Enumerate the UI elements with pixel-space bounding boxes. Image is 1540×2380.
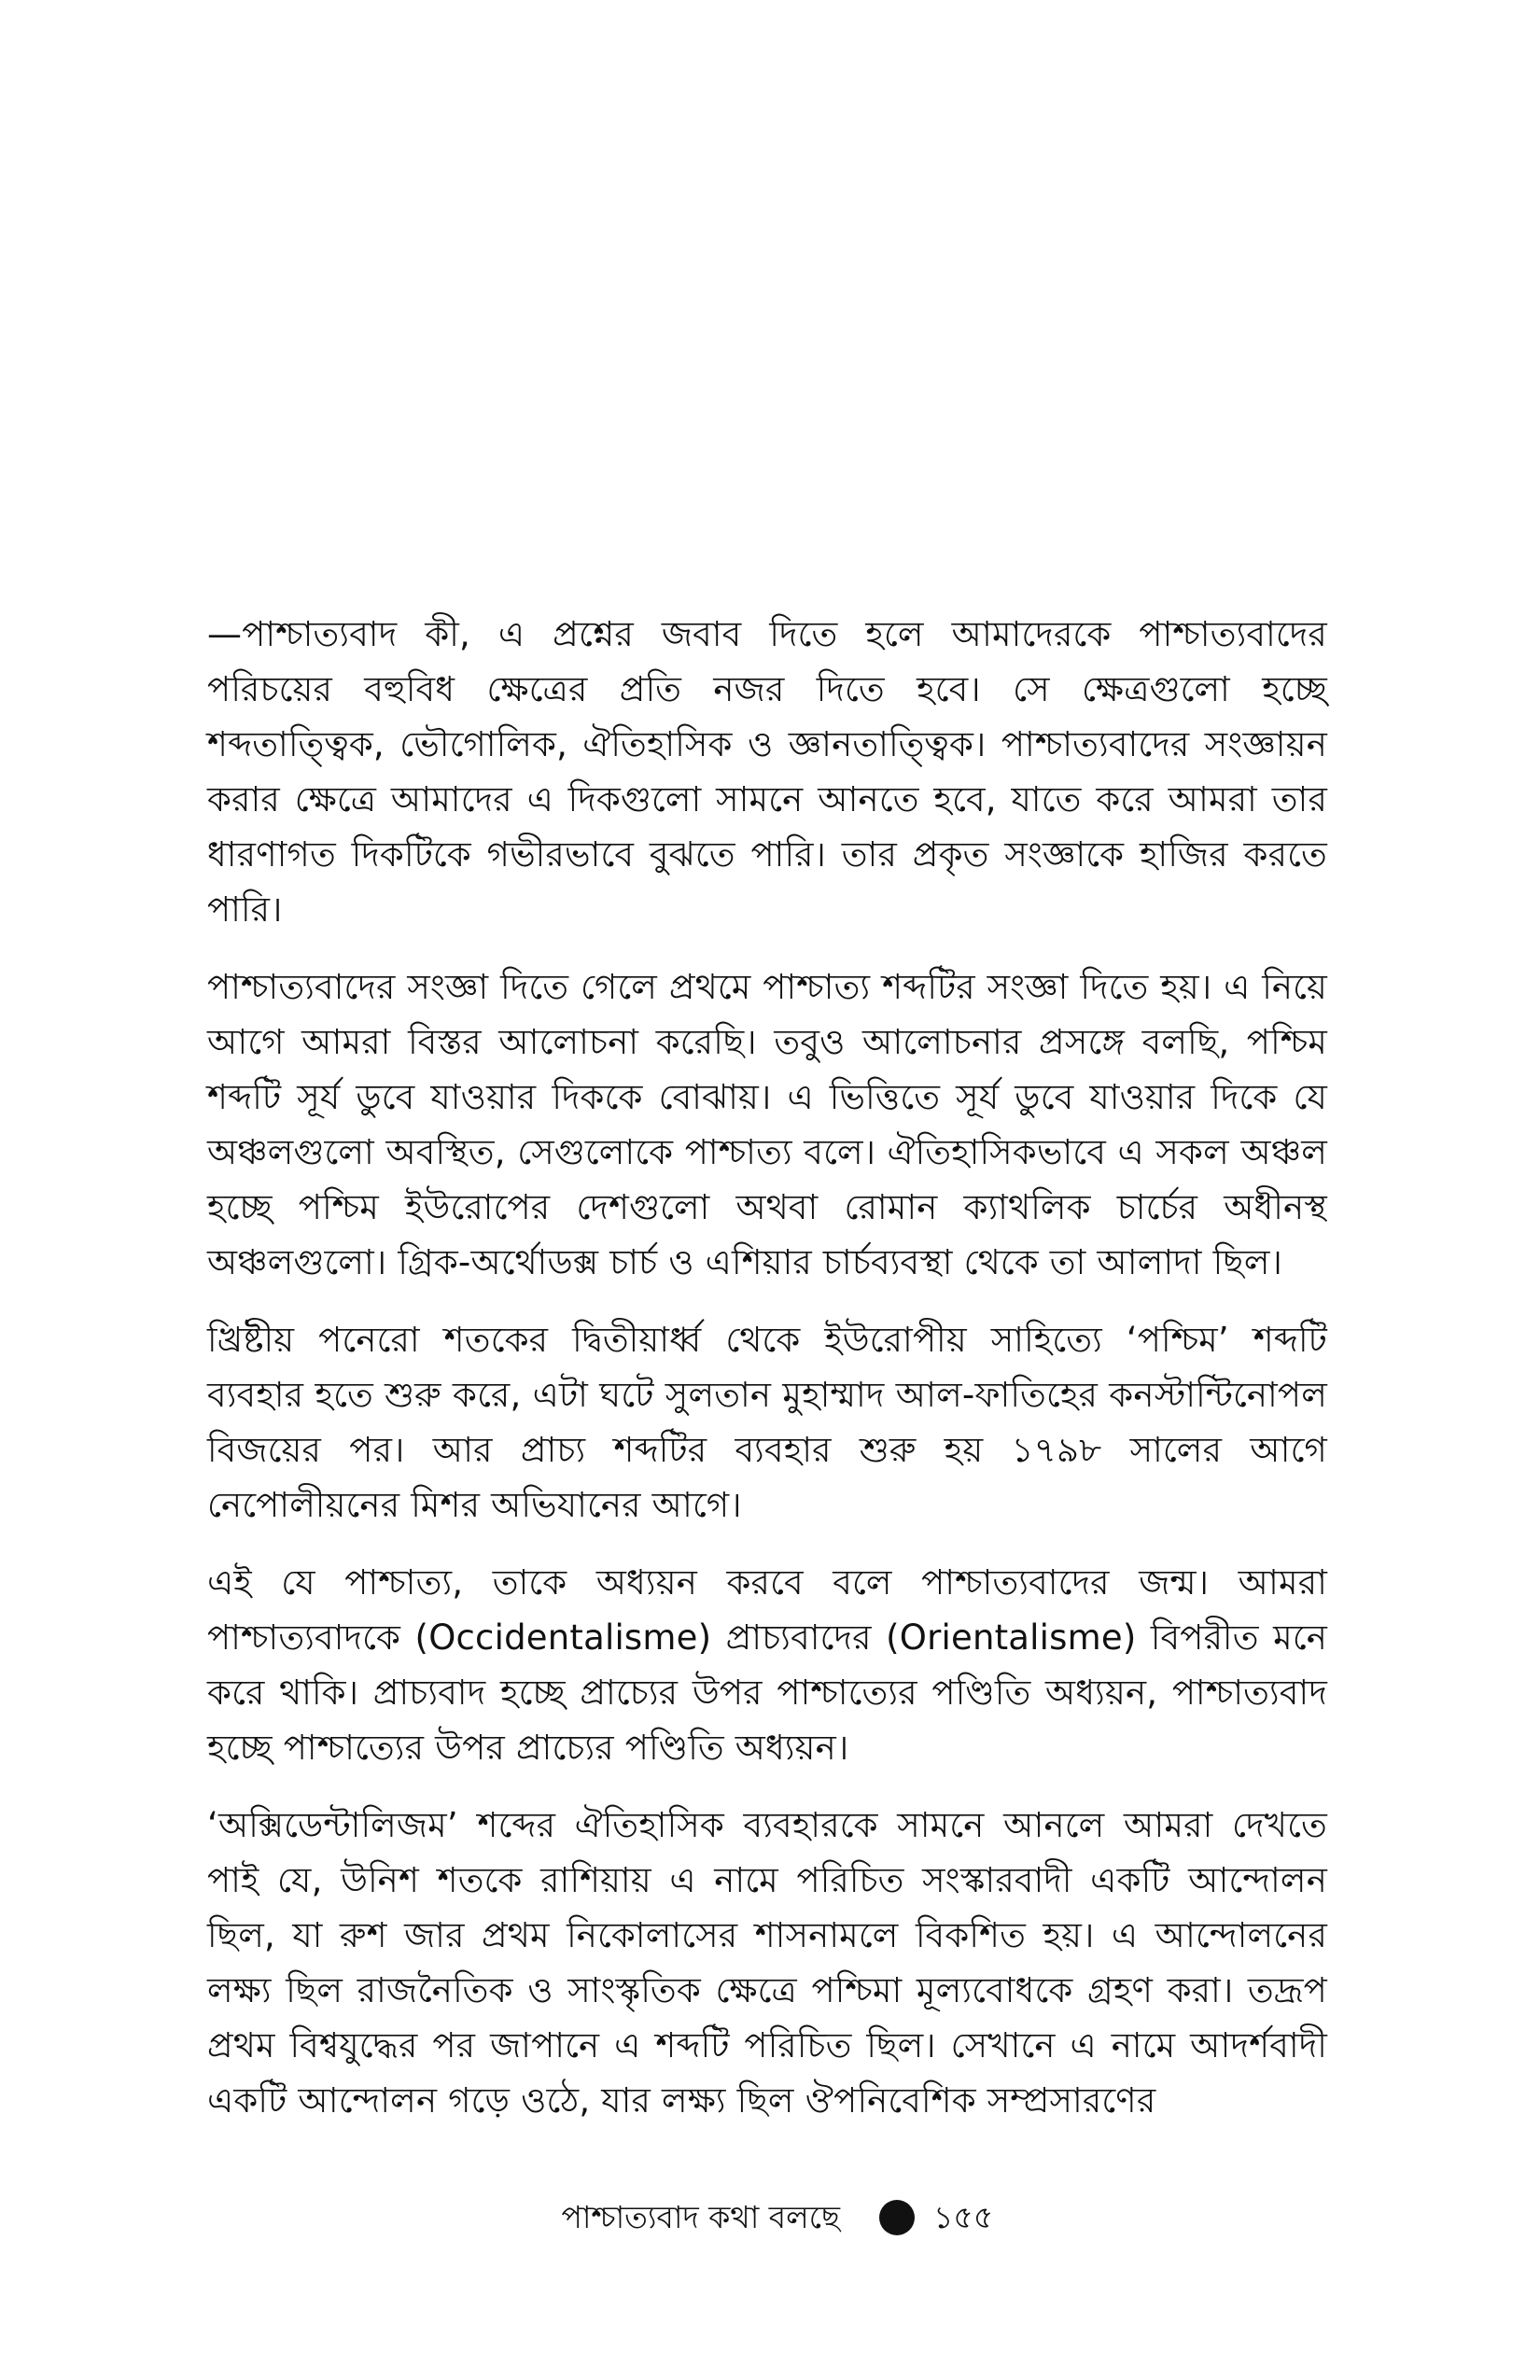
body-text (207, 607, 1327, 2150)
page-footer (0, 2190, 1540, 2246)
bullet-separator-icon (879, 2200, 915, 2235)
running-footer-title: পাশ্চাত্যবাদ কথা বলছে (561, 2199, 840, 2235)
paragraph: ‘অক্সিডেন্টালিজম’ শব্দের ঐতিহাসিক ব্যবহারকে সামনে আনলে আমরা দেখতে পাই যে, উনিশ শতকে রাশিয়ায় এ নামে পরিচিত সংস্কারবাদী একটি আন্দোলন ছিল, যা রুশ জার প্রথম নিকোলাসের শাসনামলে বিকশিত হয়। এ আন্দোলনের লক্ষ্য ছিল রাজনৈতিক ও সাংস্কৃতিক ক্ষেত্রে পশ্চিমা মূল্যবোধকে গ্রহণ করা। তদ্রূপ প্রথম বিশ্বযুদ্ধের পর জাপানে এ শব্দটি পরিচিত ছিল। সেখানে এ নামে আদর্শবাদী একটি আন্দোলন গড়ে ওঠে, যার লক্ষ্য ছিল ঔপনিবেশিক সম্প্রসারণের (207, 1805, 1327, 2121)
paragraph: পাশ্চাত্যবাদের সংজ্ঞা দিতে গেলে প্রথমে পাশ্চাত্য শব্দটির সংজ্ঞা দিতে হয়। এ নিয়ে আগে আমরা বিস্তর আলোচনা করেছি। তবুও আলোচনার প্রসঙ্গে বলছি, পশ্চিম শব্দটি সূর্য ডুবে যাওয়ার দিককে বোঝায়। এ ভিত্তিতে সূর্য ডুবে যাওয়ার দিকে যে অঞ্চলগুলো অবস্থিত, সেগুলোকে পাশ্চাত্য বলে। ঐতিহাসিকভাবে এ সকল অঞ্চল হচ্ছে পশ্চিম ইউরোপের দেশগুলো অথবা রোমান ক্যাথলিক চার্চের অধীনস্থ অঞ্চলগুলো। গ্রিক-অর্থোডক্স চার্চ ও এশিয়ার চার্চব্যবস্থা থেকে তা আলাদা ছিল। (207, 967, 1327, 1282)
page-number: ১৫৫ (933, 2199, 994, 2235)
paragraph: —পাশ্চাত্যবাদ কী, এ প্রশ্নের জবাব দিতে হলে আমাদেরকে পাশ্চাত্যবাদের পরিচয়ের বহুবিধ ক্ষেত্রের প্রতি নজর দিতে হবে। সে ক্ষেত্রগুলো হচ্ছে শব্দতাত্ত্বিক, ভৌগোলিক, ঐতিহাসিক ও জ্ঞানতাত্ত্বিক। পাশ্চাত্যবাদের সংজ্ঞায়ন করার ক্ষেত্রে আমাদের এ দিকগুলো সামনে আনতে হবে, যাতে করে আমরা তার ধারণাগত দিকটিকে গভীরভাবে বুঝতে পারি। তার প্রকৃত সংজ্ঞাকে হাজির করতে পারি। (207, 614, 1327, 930)
paragraph: খ্রিষ্টীয় পনেরো শতকের দ্বিতীয়ার্ধ্ব থেকে ইউরোপীয় সাহিত্যে ‘পশ্চিম’ শব্দটি ব্যবহার হতে শুরু করে, এটা ঘটে সুলতান মুহাম্মাদ আল-ফাতিহের কনস্টান্টিনোপল বিজয়ের পর। আর প্রাচ্য শব্দটির ব্যবহার শুরু হয় ১৭৯৮ সালের আগে নেপোলীয়নের মিশর অভিযানের আগে। (207, 1320, 1327, 1525)
paragraph: এই যে পাশ্চাত্য, তাকে অধ্যয়ন করবে বলে পাশ্চাত্যবাদের জন্ম। আমরা পাশ্চাত্যবাদকে (Occidentalisme) প্রাচ্যবাদের (Orientalisme) বিপরীত মনে করে থাকি। প্রাচ্যবাদ হচ্ছে প্রাচ্যের উপর পাশ্চাত্যের পণ্ডিতি অধ্যয়ন, পাশ্চাত্যবাদ হচ্ছে পাশ্চাত্যের উপর প্রাচ্যের পণ্ডিতি অধ্যয়ন। (207, 1562, 1327, 1768)
